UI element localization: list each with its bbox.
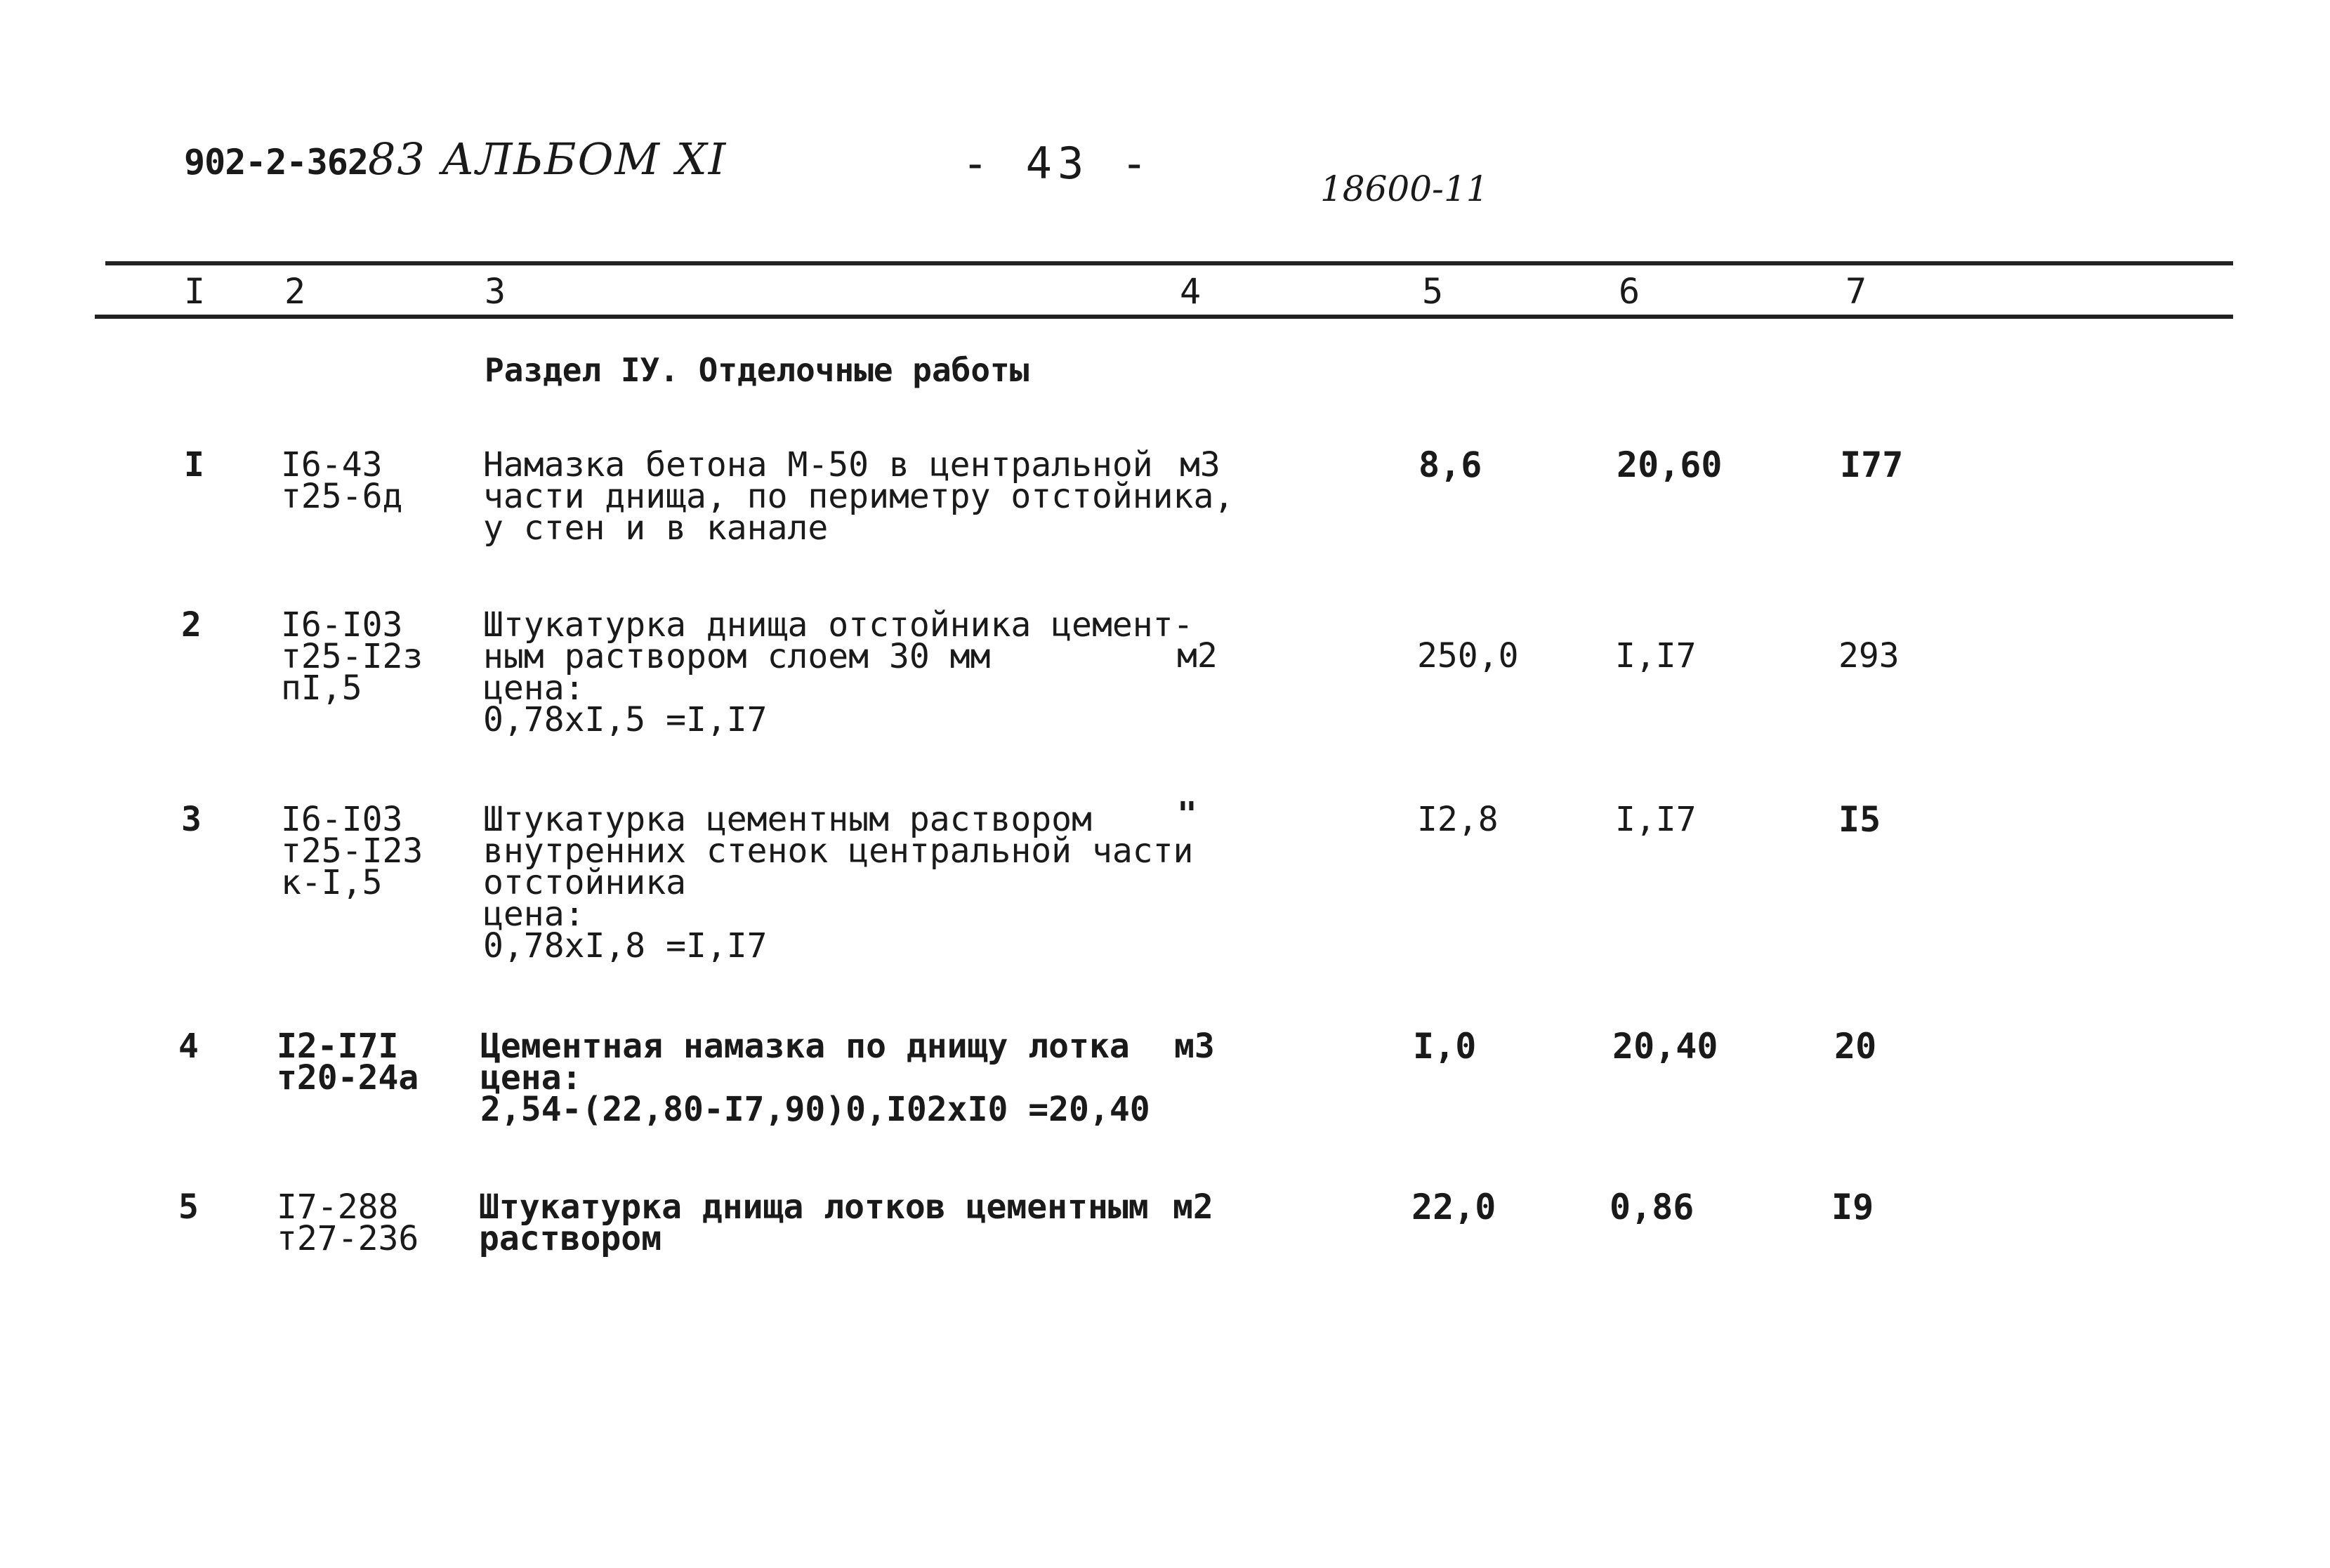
unit: м3 bbox=[1174, 1027, 1215, 1066]
row-number: I bbox=[184, 445, 204, 485]
rate-code: I6-I03 т25-I23 к-I,5 bbox=[281, 800, 423, 902]
total-cost: 293 bbox=[1838, 636, 1900, 676]
unit-price: 20,60 bbox=[1617, 444, 1723, 485]
work-description: Штукатурка днища отстойника цемент- ным раствором слоем 30 мм цена: 0,78хI,5 =I,I7 bbox=[483, 605, 1194, 739]
unit-price: I,I7 bbox=[1615, 800, 1697, 839]
section-title: Раздел IУ. Отделочные работы bbox=[485, 351, 1029, 389]
row-number: 4 bbox=[178, 1027, 199, 1066]
unit-price: 20,40 bbox=[1612, 1026, 1718, 1067]
page-number: - 43 - bbox=[962, 138, 1153, 189]
rate-code: I6-43 т25-6д bbox=[281, 445, 403, 516]
unit: м3 bbox=[1180, 445, 1220, 485]
document-code bbox=[184, 133, 727, 185]
unit: " bbox=[1177, 795, 1197, 834]
unit: м2 bbox=[1173, 1187, 1213, 1227]
document-code-typed: 902-2-362 bbox=[184, 142, 368, 183]
column-header-1: I bbox=[184, 271, 206, 312]
table-top-rule bbox=[105, 261, 2233, 265]
column-header-6: 6 bbox=[1619, 271, 1640, 312]
column-header-4: 4 bbox=[1180, 271, 1202, 312]
work-description: Намазка бетона М-50 в центральной части днища, по периметру отстойника, у стен и в канале bbox=[483, 445, 1235, 548]
quantity: 8,6 bbox=[1419, 444, 1482, 485]
quantity: I,0 bbox=[1413, 1026, 1477, 1067]
total-cost: I9 bbox=[1831, 1187, 1874, 1227]
unit-price: 0,86 bbox=[1610, 1187, 1694, 1227]
column-header-3: 3 bbox=[485, 271, 506, 312]
total-cost: 20 bbox=[1834, 1026, 1877, 1067]
rate-code: I7-288 т27-236 bbox=[277, 1187, 419, 1258]
quantity: 22,0 bbox=[1411, 1187, 1496, 1227]
column-header-5: 5 bbox=[1422, 271, 1444, 312]
reference-number: 18600-11 bbox=[1320, 169, 1489, 209]
total-cost: I77 bbox=[1840, 444, 1904, 485]
column-header-2: 2 bbox=[284, 271, 306, 312]
work-description: Цементная намазка по днищу лотка цена: 2,54-(22,80-I7,90)0,I02хI0 =20,40 bbox=[480, 1027, 1150, 1129]
row-number: 3 bbox=[181, 800, 202, 839]
document-code-handwritten: 83 АЛЬБОМ XI bbox=[367, 133, 728, 185]
rate-code: I6-I03 т25-I2з пI,5 bbox=[281, 605, 423, 708]
work-description: Штукатурка цементным раствором внутренних стенок центральной части отстойника цена: 0,78хI,8 =I,I7 bbox=[483, 800, 1194, 966]
unit-price: I,I7 bbox=[1615, 636, 1697, 676]
table-header-rule bbox=[95, 315, 2233, 319]
total-cost: I5 bbox=[1838, 799, 1881, 840]
unit: м2 bbox=[1177, 636, 1218, 676]
quantity: 250,0 bbox=[1417, 636, 1519, 676]
rate-code: I2-I7I т20-24а bbox=[277, 1027, 419, 1098]
row-number: 2 bbox=[181, 605, 202, 645]
quantity: I2,8 bbox=[1417, 800, 1499, 839]
work-description: Штукатурка днища лотков цементным раствором bbox=[479, 1187, 1149, 1258]
column-header-7: 7 bbox=[1845, 271, 1867, 312]
row-number: 5 bbox=[178, 1187, 199, 1227]
